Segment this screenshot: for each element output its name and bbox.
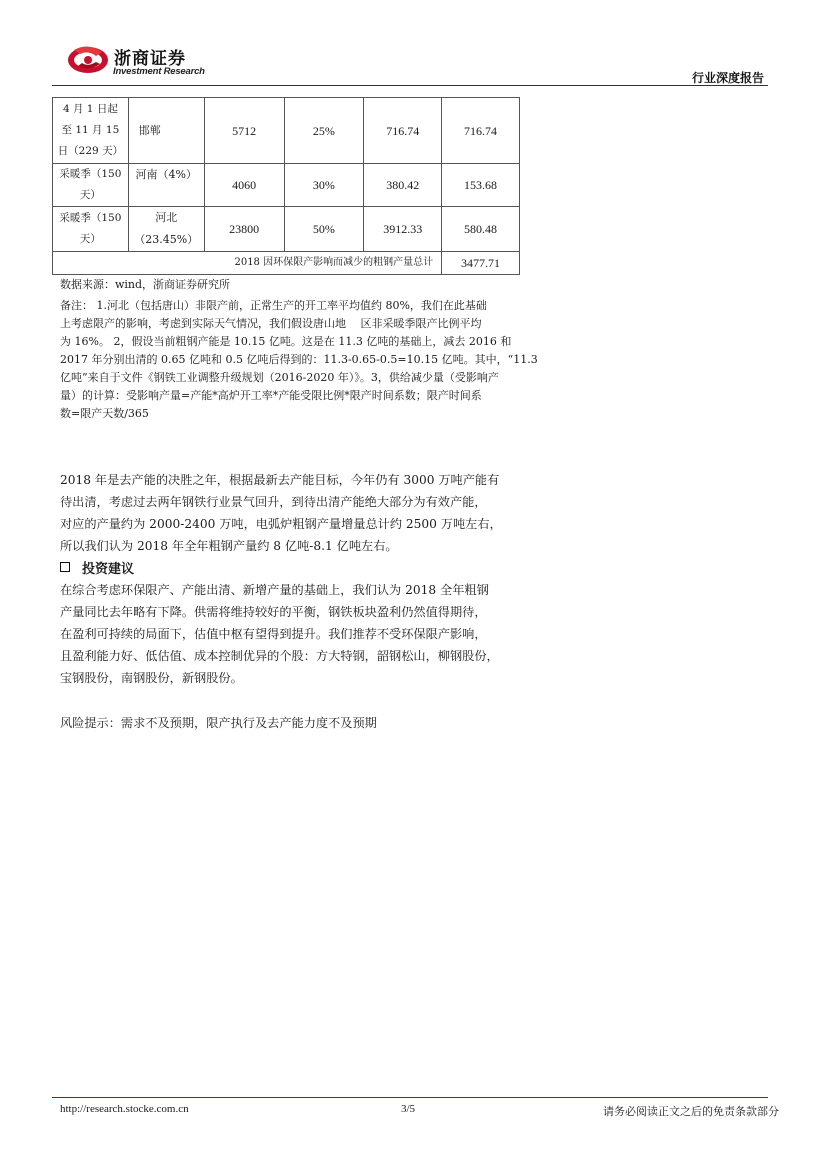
region-cell: 河北 （23.45%） [128,207,204,252]
capacity-cell: 23800 [204,207,284,252]
capacity-cell: 5712 [204,98,284,164]
region-cell: 邯郸 [128,98,204,164]
section-heading: 投资建议 [60,558,134,577]
table-row [53,207,520,252]
period-cell: 采暖季（150 天） [53,164,129,207]
reduction-cell: 153.68 [442,164,520,207]
total-label-cell: 2018 因环保限产影响而减少的粗钢产量总计 [53,252,442,275]
ratio-cell: 50% [284,207,364,252]
checkbox-bullet-icon [60,562,70,572]
steel-output-reduction-table [52,97,520,275]
footer-disclaimer: 请务必阅读正文之后的免责条款部分 [603,1105,779,1118]
output-forecast-paragraph: 2018 年是去产能的决胜之年，根据最新去产能目标，今年仍有 3000 万吨产能有 待出清，考虑过去两年钢铁行业景气回升，到待出清产能绝大部分为有效产能， 对应的产量约为 2000-2400 万吨，电弧炉粗钢产量增量总计约 2500 万吨左右， 所以我们认为 2018 年全年粗钢产量约 8 亿吨-8.1 亿吨左右。 [60,473,502,553]
reduction-cell: 580.48 [442,207,520,252]
risk-warning: 风险提示：需求不及预期，限产执行及去产能力度不及预期 [60,716,377,730]
period-cell: 4 月 1 日起 至 11 月 15 日（229 天） [53,98,129,164]
investment-advice-paragraph: 在综合考虑环保限产、产能出清、新增产量的基础上，我们认为 2018 全年粗钢 产量同比去年略有下降。供需将维持较好的平衡，钢铁板块盈利仍然值得期待， 在盈利可持续的局面下，估值中枢有望得到提升。我们推荐不受环保限产影响， 且盈利能力好、低估值、成本控制优异的个股：方大特钢，韶钢松山，柳钢股份， 宝钢股份，南钢股份，新钢股份。 [60,583,499,685]
report-type-label: 行业深度报告 [691,71,764,85]
footer-divider [52,1097,768,1098]
period-cell: 采暖季（150 天） [53,207,129,252]
impact-cell: 716.74 [364,98,442,164]
table-row [53,98,520,164]
impact-cell: 380.42 [364,164,442,207]
ratio-cell: 25% [284,98,364,164]
header-divider [52,85,768,86]
table-row [53,164,520,207]
company-logo-icon [66,40,110,76]
table-notes: 备注： 1.河北（包括唐山）非限产前，正常生产的开工率平均值约 80%，我们在此基础 上考虑限产的影响，考虑到实际天气情况，我们假设唐山地 区非采暖季限产比例平均 为 16%。 2，假设当前粗钢产能是 10.15 亿吨。这是在 11.3 亿吨的基础上，减去 2016 和 2017 年分别出清的 0.65 亿吨和 0.5 亿吨后得到的：11.3-0.65-0.5=10.15 亿吨。其中，“11.3 亿吨”来自于文件《钢铁工业调整升级规划（2016-2020 年）》。3，供给减少量（受影响产 量）的计算：受影响产量=产能*高炉开工率*产能受限比例*限产时间系数；限产时间系 数=限产天数/365 [60,299,538,420]
ratio-cell: 30% [284,164,364,207]
reduction-cell: 716.74 [442,98,520,164]
company-name-en: Investment Research [113,66,205,77]
footer-website-link[interactable]: http://research.stocke.com.cn [60,1103,189,1115]
region-cell: 河南（4%） [128,164,204,207]
data-source: 数据来源：wind，浙商证券研究所 [60,278,231,291]
page-number: 3/5 [401,1103,416,1115]
total-value-cell: 3477.71 [442,252,520,275]
impact-cell: 3912.33 [364,207,442,252]
capacity-cell: 4060 [204,164,284,207]
company-name-cn: 浙商证券 [114,49,186,69]
table-total-row [53,252,520,275]
